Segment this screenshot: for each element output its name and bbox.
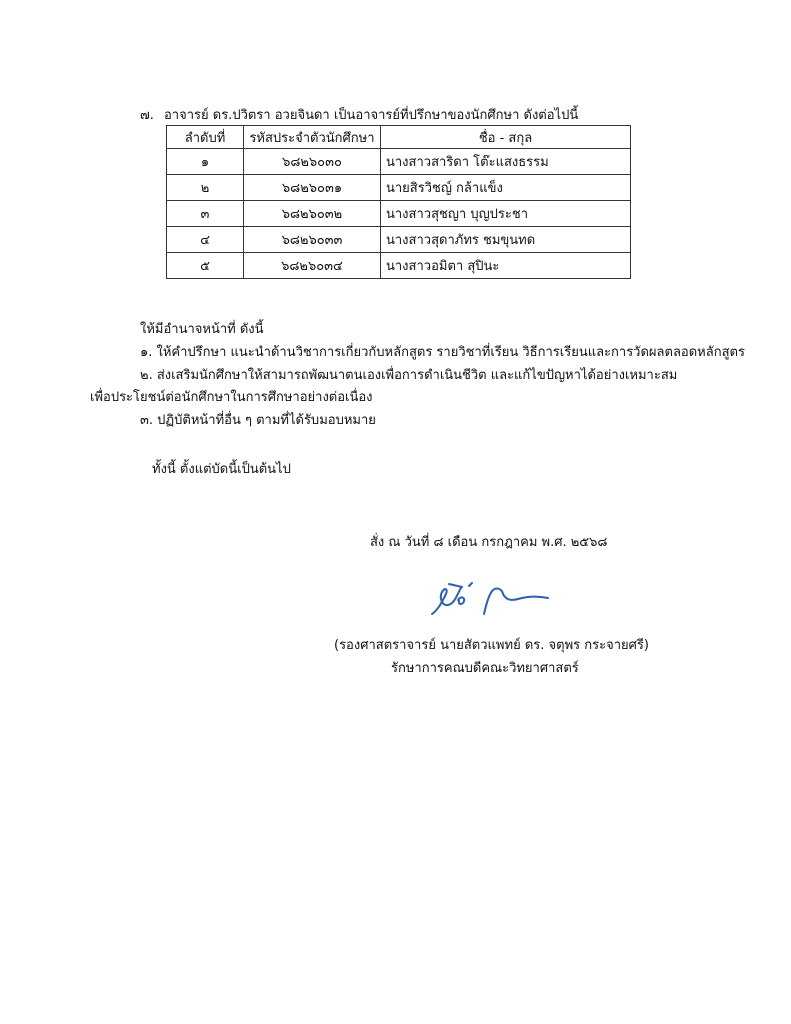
effective-statement: ทั้งนี้ ตั้งแต่บัดนี้เป็นต้นไป <box>152 462 291 477</box>
table-row <box>167 201 631 227</box>
row-student-id: ๖๘๒๖๐๓๓ <box>244 227 381 253</box>
row-name: นางสาวสาริดา โต๊ะแสงธรรม <box>381 149 631 175</box>
row-no: ๕ <box>167 253 244 279</box>
table-row <box>167 149 631 175</box>
row-student-id: ๖๘๒๖๐๓๑ <box>244 175 381 201</box>
duties-title: ให้มีอำนาจหน้าที่ ดังนี้ <box>140 322 264 337</box>
row-name: นายสิรวิชญ์ กล้าแข็ง <box>381 175 631 201</box>
table-row <box>167 175 631 201</box>
signer-position: รักษาการคณบดีคณะวิทยาศาสตร์ <box>391 661 579 676</box>
row-name: นางสาวสุชญา บุญประชา <box>381 201 631 227</box>
duty-item-3: ๓. ปฏิบัติหน้าที่อื่น ๆ ตามที่ได้รับมอบหมาย <box>140 413 376 428</box>
handwritten-signature <box>428 580 550 620</box>
row-student-id: ๖๘๒๖๐๓๔ <box>244 253 381 279</box>
section-text: อาจารย์ ดร.ปวิตรา อวยจินดา เป็นอาจารย์ที่ปรึกษาของนักศึกษา ดังต่อไปนี้ <box>164 108 579 123</box>
table-row <box>167 253 631 279</box>
ordered-date: สั่ง ณ วันที่ ๘ เดือน กรกฎาคม พ.ศ. ๒๕๖๘ <box>370 535 608 550</box>
section-number: ๗. <box>140 108 154 123</box>
row-no: ๓ <box>167 201 244 227</box>
row-name: นางสาวอมิตา สุปินะ <box>381 253 631 279</box>
row-no: ๑ <box>167 149 244 175</box>
row-student-id: ๖๘๒๖๐๓๐ <box>244 149 381 175</box>
table-header-row <box>167 126 631 149</box>
header-student-id: รหัสประจำตัวนักศึกษา <box>244 126 381 149</box>
section-heading <box>140 104 578 125</box>
duty-item-1: ๑. ให้คำปรึกษา แนะนำด้านวิชาการเกี่ยวกับหลักสูตร รายวิชาที่เรียน วิธีการเรียนและการวัดผลตลอดหลักสูตร <box>140 345 745 360</box>
row-student-id: ๖๘๒๖๐๓๒ <box>244 201 381 227</box>
table-row <box>167 227 631 253</box>
row-name: นางสาวสุดาภัทร ชมขุนทด <box>381 227 631 253</box>
header-name: ชื่อ - สกุล <box>381 126 631 149</box>
student-table <box>166 125 631 279</box>
duty-item-2-continuation: เพื่อประโยชน์ต่อนักศึกษาในการศึกษาอย่างต่อเนื่อง <box>90 390 373 405</box>
duty-item-2: ๒. ส่งเสริมนักศึกษาให้สามารถพัฒนาตนเองเพื่อการดำเนินชีวิต และแก้ไขปัญหาได้อย่างเหมาะสม <box>140 368 678 383</box>
signer-name: (รองศาสตราจารย์ นายสัตวแพทย์ ดร. จตุพร กระจายศรี) <box>334 638 649 653</box>
row-no: ๒ <box>167 175 244 201</box>
header-no: ลำดับที่ <box>167 126 244 149</box>
row-no: ๔ <box>167 227 244 253</box>
